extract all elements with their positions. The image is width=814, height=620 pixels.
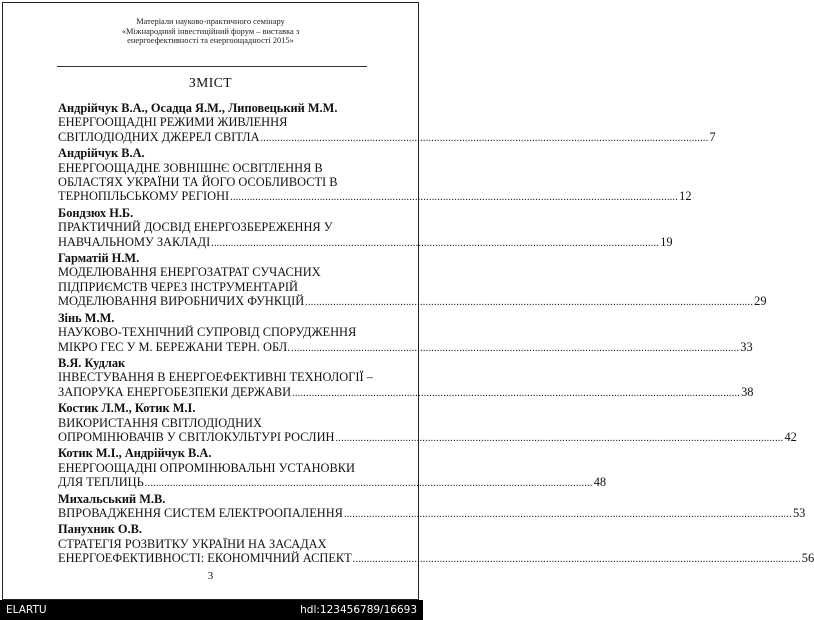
toc-dot-leader: ................................................................................................................................................................ [260, 132, 709, 144]
toc-title-line: ОБЛАСТЯХ УКРАЇНИ ТА ЙОГО ОСОБЛИВОСТІ В [58, 175, 338, 190]
page-number: 3 [207, 570, 214, 582]
toc-title-last-line [58, 429, 797, 446]
toc-entry[interactable] [58, 146, 692, 206]
toc-page-number: 53 [792, 505, 806, 520]
toc-entry[interactable] [58, 522, 814, 567]
toc-dot-leader: ................................................................................................................................................................ [291, 342, 740, 354]
toc-title-line: ВПРОВАДЖЕННЯ СИСТЕМ ЕЛЕКТРООПАЛЕННЯ [58, 505, 343, 520]
toc-title-line: ТЕРНОПІЛЬСЬКОМУ РЕГІОНІ [58, 189, 230, 204]
toc-authors: Бондзюх Н.Б. [58, 205, 134, 220]
toc-entry[interactable] [58, 310, 753, 356]
toc-dot-leader: ................................................................................................................................................................ [305, 297, 754, 309]
repository-name: ELARTU [6, 604, 47, 616]
toc-title-line: ОПРОМІНЮВАЧІВ У СВІТЛОКУЛЬТУРІ РОСЛИН [58, 429, 335, 444]
toc-dot-leader: ................................................................................................................................................................ [292, 387, 741, 399]
toc-entry[interactable] [58, 401, 797, 446]
toc-title-last-line [58, 505, 806, 522]
toc-dot-leader: ................................................................................................................................................................ [144, 478, 593, 490]
toc-authors: Котик М.І., Андрійчук В.А. [58, 446, 212, 461]
toc-title-line: ПІДПРИЄМСТВ ЧЕРЕЗ ІНСТРУМЕНТАРІЙ [58, 279, 298, 294]
toc-title-line: ДЛЯ ТЕПЛИЦЬ [58, 475, 144, 490]
toc-authors: Панухник О.В. [58, 522, 142, 537]
toc-entry[interactable] [58, 446, 607, 491]
toc-authors: Андрійчук В.А. [58, 146, 145, 161]
toc-title-line: НАУКОВО-ТЕХНІЧНИЙ СУПРОВІД СПОРУДЖЕННЯ [58, 325, 357, 340]
toc-dot-leader: ................................................................................................................................................................ [211, 237, 660, 249]
toc-title-line: ЕНЕРГОЕФЕКТИВНОСТІ: ЕКОНОМІЧНИЙ АСПЕКТ [58, 551, 352, 566]
toc-title-line: НАВЧАЛЬНОМУ ЗАКЛАДІ [58, 234, 211, 249]
toc-page-number: 19 [660, 234, 673, 249]
toc-title-line: ЕНЕРГООЩАДНЕ ЗОВНІШНЄ ОСВІТЛЕННЯ В [58, 160, 323, 175]
toc-title-line: МОДЕЛЮВАННЯ ВИРОБНИЧИХ ФУНКЦІЙ [58, 294, 305, 309]
toc-title-line: ВИКОРИСТАННЯ СВІТЛОДІОДНИХ [58, 415, 262, 430]
toc-title-last-line [58, 294, 767, 310]
toc-entry[interactable] [58, 101, 716, 146]
toc-title-line: ПРАКТИЧНИЙ ДОСВІД ЕНЕРГОЗБЕРЕЖЕННЯ У [58, 220, 333, 235]
toc-authors: Зінь М.М. [58, 310, 115, 325]
header-divider [57, 66, 367, 67]
toc-title-line: ІНВЕСТУВАННЯ В ЕНЕРГОЕФЕКТИВНІ ТЕХНОЛОГІЇ – [58, 370, 373, 385]
toc-dot-leader: ................................................................................................................................................................ [230, 192, 679, 204]
toc-entry[interactable] [58, 251, 767, 311]
toc-title-line: ЕНЕРГООЩАДНІ ОПРОМІНЮВАЛЬНІ УСТАНОВКИ [58, 460, 355, 475]
toc-title-last-line [58, 475, 607, 491]
table-of-contents [58, 101, 814, 568]
toc-title-line: МІКРО ГЕС У М. БЕРЕЖАНИ ТЕРН. ОБЛ. [58, 339, 291, 354]
toc-heading: ЗМІСТ [188, 75, 232, 90]
toc-title-line: МОДЕЛЮВАННЯ ЕНЕРГОЗАТРАТ СУЧАСНИХ [58, 265, 321, 280]
toc-page-number: 38 [741, 384, 754, 399]
toc-entry[interactable] [58, 355, 754, 401]
toc-page-number: 33 [740, 339, 753, 354]
toc-title-line: ЕНЕРГООЩАДНІ РЕЖИМИ ЖИВЛЕННЯ [58, 115, 288, 130]
document-page [2, 2, 814, 600]
toc-title-last-line [58, 339, 753, 356]
toc-dot-leader: ................................................................................................................................................................ [343, 508, 792, 520]
toc-title-last-line [58, 551, 814, 567]
toc-title-last-line [58, 189, 692, 205]
toc-title-line: СВІТЛОДІОДНИХ ДЖЕРЕЛ СВІТЛА [58, 129, 260, 144]
toc-dot-leader: ................................................................................................................................................................ [352, 554, 801, 566]
toc-title-line: СТРАТЕГІЯ РОЗВИТКУ УКРАЇНИ НА ЗАСАДАХ [58, 536, 327, 551]
toc-entry[interactable] [58, 205, 673, 251]
toc-authors: Андрійчук В.А., Осадца Я.М., Липовецький М.М. [58, 101, 338, 115]
toc-authors: Михальський М.В. [58, 491, 166, 506]
toc-page-number: 42 [784, 429, 797, 444]
toc-authors: В.Я. Кудлак [58, 355, 126, 370]
toc-page-number: 56 [801, 551, 814, 566]
seminar-header [3, 17, 418, 46]
toc-title-last-line [58, 234, 673, 251]
toc-page-number: 12 [679, 189, 692, 204]
toc-page-number: 29 [754, 294, 767, 309]
toc-authors: Гарматій Н.М. [58, 251, 140, 266]
toc-title-line: ЗАПОРУКА ЕНЕРГОБЕЗПЕКИ ДЕРЖАВИ [58, 384, 292, 399]
toc-page-number: 48 [593, 475, 607, 490]
handle-link[interactable]: hdl:123456789/16693 [300, 604, 417, 616]
toc-page-number: 7 [709, 129, 716, 144]
header-line-3: енергоефективності та енергоощадності 2015» [127, 36, 294, 46]
toc-entry[interactable] [58, 491, 806, 523]
toc-authors: Костик Л.М., Котик М.І. [58, 401, 196, 416]
header-line-1: Матеріали науково-практичного семінару [136, 17, 285, 26]
footer-bar [0, 600, 423, 620]
toc-title-last-line [58, 384, 754, 401]
header-line-2: «Міжнародний інвестиційний форум – виставка з [121, 26, 300, 36]
toc-dot-leader: ................................................................................................................................................................ [335, 432, 784, 444]
toc-title-last-line [58, 129, 716, 146]
